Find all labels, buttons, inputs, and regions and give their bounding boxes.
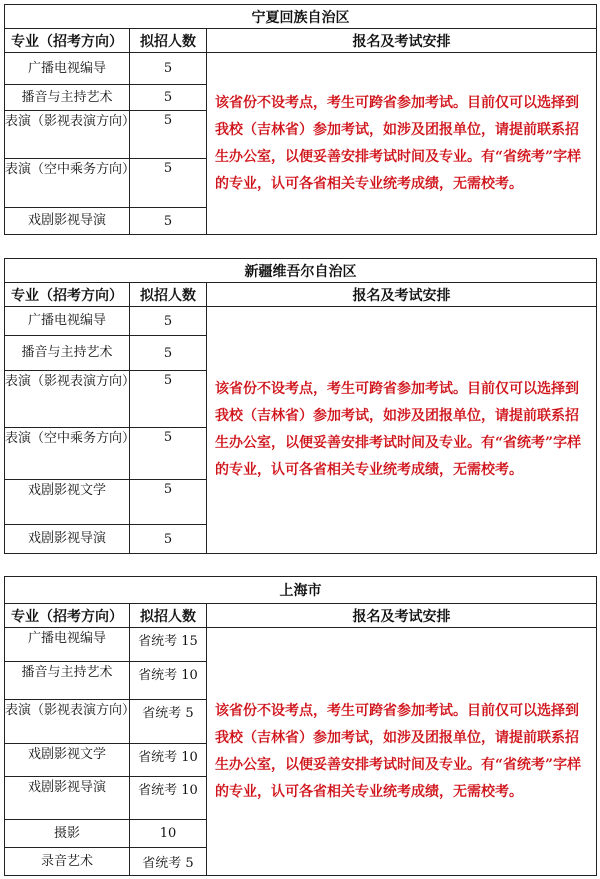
table-row: [5, 53, 597, 85]
header-arrangement: 报名及考试安排: [207, 604, 597, 628]
major-cell: 戏剧影视文学: [5, 480, 130, 525]
major-cell: 表演（影视表演方向）: [5, 371, 130, 428]
major-cell: 戏剧影视导演: [5, 208, 130, 235]
major-cell: 播音与主持艺术: [5, 336, 130, 371]
major-cell: 表演（空中乘务方向）: [5, 159, 130, 208]
table-row: [5, 307, 597, 336]
count-cell: 5: [130, 371, 207, 428]
header-major: 专业（招考方向）: [5, 604, 130, 628]
header-major: 专业（招考方向）: [5, 29, 130, 53]
major-cell: 表演（影视表演方向）: [5, 111, 130, 159]
header-count: 拟招人数: [130, 29, 207, 53]
major-cell: 播音与主持艺术: [5, 85, 130, 111]
major-cell: 广播电视编导: [5, 307, 130, 336]
major-cell: 录音艺术: [5, 848, 130, 876]
region-title: 宁夏回族自治区: [5, 5, 597, 29]
count-cell: 省统考 15: [130, 628, 207, 662]
arrangement-note: 该省份不设考点，考生可跨省参加考试。目前仅可以选择到我校（吉林省）参加考试，如涉及团报单位，请提前联系招生办公室，以便妥善安排考试时间及专业。有“省统考”字样的专业，认可各省相关专业统考成绩，无需校考。: [207, 307, 597, 554]
major-cell: 表演（空中乘务方向）: [5, 428, 130, 480]
count-cell: 5: [130, 525, 207, 554]
count-cell: 5: [130, 159, 207, 208]
major-cell: 播音与主持艺术: [5, 662, 130, 700]
header-arrangement: 报名及考试安排: [207, 283, 597, 307]
arrangement-note: 该省份不设考点，考生可跨省参加考试。目前仅可以选择到我校（吉林省）参加考试，如涉及团报单位，请提前联系招生办公室，以便妥善安排考试时间及专业。有“省统考”字样的专业，认可各省相关专业统考成绩，无需校考。: [207, 53, 597, 235]
count-cell: 省统考 5: [130, 848, 207, 876]
count-cell: 省统考 10: [130, 744, 207, 777]
region-title: 上海市: [5, 577, 597, 604]
major-cell: 表演（影视表演方向）: [5, 700, 130, 744]
count-cell: 10: [130, 820, 207, 848]
region-table-shanghai: [4, 576, 597, 876]
major-cell: 广播电视编导: [5, 628, 130, 662]
header-major: 专业（招考方向）: [5, 283, 130, 307]
count-cell: 5: [130, 85, 207, 111]
region-table-ningxia: [4, 4, 597, 235]
header-count: 拟招人数: [130, 604, 207, 628]
region-table-xinjiang: [4, 258, 597, 554]
major-cell: 戏剧影视文学: [5, 744, 130, 777]
major-cell: 戏剧影视导演: [5, 525, 130, 554]
count-cell: 5: [130, 428, 207, 480]
major-cell: 广播电视编导: [5, 53, 130, 85]
count-cell: 省统考 10: [130, 662, 207, 700]
header-arrangement: 报名及考试安排: [207, 29, 597, 53]
table-row: [5, 628, 597, 662]
major-cell: 摄影: [5, 820, 130, 848]
count-cell: 省统考 5: [130, 700, 207, 744]
major-cell: 戏剧影视导演: [5, 777, 130, 820]
count-cell: 5: [130, 307, 207, 336]
header-count: 拟招人数: [130, 283, 207, 307]
arrangement-note: 该省份不设考点，考生可跨省参加考试。目前仅可以选择到我校（吉林省）参加考试，如涉及团报单位，请提前联系招生办公室，以便妥善安排考试时间及专业。有“省统考”字样的专业，认可各省相关专业统考成绩，无需校考。: [207, 628, 597, 876]
count-cell: 5: [130, 53, 207, 85]
count-cell: 5: [130, 336, 207, 371]
count-cell: 5: [130, 480, 207, 525]
count-cell: 5: [130, 111, 207, 159]
count-cell: 5: [130, 208, 207, 235]
region-title: 新疆维吾尔自治区: [5, 259, 597, 283]
count-cell: 省统考 10: [130, 777, 207, 820]
